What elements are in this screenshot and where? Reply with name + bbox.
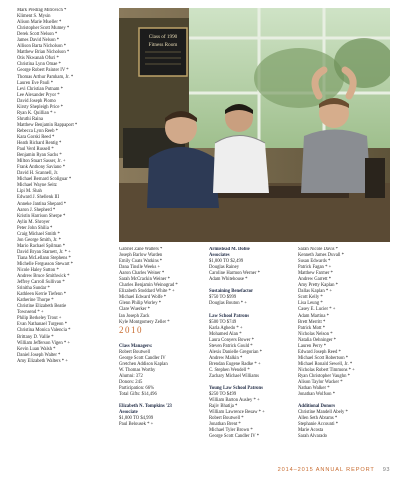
donor-name: Michael Scott Robertson *: [298, 355, 349, 361]
donor-name: Elizabeth Stoddard White * +: [119, 289, 175, 295]
donor-list-column-4: [298, 247, 390, 441]
donor-name: Christine Mandell Abely *: [298, 410, 348, 416]
sustaining-benefactor-heading: Sustaining Benefactor: [209, 289, 254, 295]
donor-name: Christina Lynn Omae *: [17, 62, 61, 68]
donor-name: Andrew Bruce Smithwick *: [17, 274, 70, 280]
class-stat: Alumni: 372: [119, 373, 143, 379]
donor-name: David Joseph Plomo: [17, 98, 56, 104]
donor-name: Ryan Christopher Vaughn *: [298, 373, 350, 379]
donor-name: Christine Elizabeth Beatie: [17, 304, 67, 310]
donor-name: Shruthi Raina: [17, 116, 43, 122]
donor-name: Ryan K. Quillian * +: [17, 110, 57, 116]
sign-title: Class of 1990: [148, 34, 178, 40]
donor-name: Srinitha Sundar *: [17, 286, 50, 292]
class-managers-heading: Class Managers:: [119, 343, 153, 349]
young-patrons-gift-range: $250 TO $499: [209, 392, 237, 398]
donor-name: Scott Kelly *: [298, 295, 323, 301]
donor-name: Alison Marie Mueller *: [17, 20, 62, 26]
donor-name: Benjamin Ryan Sachs *: [17, 153, 62, 159]
page-number: 93: [382, 467, 390, 473]
class-manager-name: W. Thomas Worthy: [119, 367, 156, 373]
tompkins-associate-heading: Elizabeth N. Tompkins '23: [119, 404, 172, 410]
donor-name: Kathleen Kerrie Tiefenn *: [17, 292, 67, 298]
donor-name: Gabriel Zane Walters *: [119, 247, 163, 252]
donor-name: Derek Scott Nelson *: [17, 32, 58, 38]
donor-name: Michael Wayne Seitz: [17, 183, 57, 189]
donor-name: Caroline Harmon Werner *: [209, 271, 260, 277]
donor-name: Craig Michael Smith *: [17, 231, 60, 237]
donor-list-column-2: [119, 247, 209, 428]
donor-name: Rajiv Bhatija *: [209, 404, 238, 410]
donor-name: Rebecca Lynn Reeb *: [17, 128, 58, 134]
donor-name: Emily Coats Watkins *: [119, 259, 163, 265]
donor-name: Philip Berkeley Trout +: [17, 316, 62, 322]
donor-name: Michael Bernard Scoliguar *: [17, 177, 72, 183]
donor-name: Mario Rachael Spilman *: [17, 243, 66, 249]
donor-name: George Scott Candler IV *: [209, 434, 260, 440]
donor-name: Christina Monica Valencia *: [17, 328, 71, 334]
donor-name: Dana Tinslle Weeks +: [119, 265, 161, 271]
tompkins-gift-range: $1,000 TO $4,999: [119, 416, 154, 422]
donor-name: Adam Martina *: [298, 313, 329, 319]
donor-name: Sarah Alvarado: [298, 434, 328, 440]
donor-name: Kyle Montgomery Zeller *: [119, 319, 170, 325]
donor-name: Kliment S. Mysin: [17, 14, 51, 20]
donor-name: Christopher Scott Mumey *: [17, 26, 70, 32]
patrons-gift-range: $500 TO $749: [209, 319, 237, 325]
donor-name: Douglas Rainey: [209, 265, 240, 271]
donor-name: Jonathan Wolfson *: [298, 392, 336, 398]
donor-name: Paul Verd Russell *: [17, 147, 54, 153]
donor-name: C. Stephen Wendell *: [209, 367, 250, 373]
donor-name: Michael Ronald Sewell, Jr. *: [298, 361, 353, 367]
sign-subtitle: Fitness Room: [148, 42, 178, 48]
donor-name: Daniel Joseph Walter *: [17, 352, 61, 358]
donor-name: George Robert Painter IV *: [17, 68, 69, 74]
donor-name: Michelle Fergusson Stewart *: [17, 261, 74, 267]
donor-name: James David Nelson *: [17, 38, 60, 44]
donor-name: Katherine Thorpe *: [17, 298, 54, 304]
donor-name: Kristin Harrison Sherpe *: [17, 213, 66, 219]
sustaining-gift-range: $750 TO $999: [209, 295, 237, 301]
donor-name: Peter John Shilia *: [17, 225, 53, 231]
donor-name: Adam Whitehouse *: [209, 277, 248, 283]
class-manager-name: Robert Boutwell: [119, 349, 151, 355]
donor-name: Jonathan Brent *: [209, 422, 241, 428]
donor-name: Brittany D. Vallie *: [17, 334, 54, 340]
donor-name: William Lawrence Besaw * +: [209, 410, 265, 416]
donor-name: Aaron Charles Weiner *: [119, 271, 165, 277]
donor-name: Patrick Fagan * +: [298, 265, 332, 271]
donor-name: Susan Edwards *: [298, 259, 331, 265]
class-manager-name: Gretchen Addison Kaplan: [119, 361, 168, 367]
students-photo: [119, 8, 390, 242]
young-patrons-heading: Young Law School Patrons: [209, 386, 263, 392]
donor-name: David H. Scannell, Jr.: [17, 171, 59, 177]
donor-name: Marie Acosta: [298, 428, 324, 434]
donor-name: Nicholas Nelson *: [298, 331, 333, 337]
donor-name: Kara Gorski Reed *: [17, 134, 55, 140]
donor-name: Mohamed Alan *: [209, 331, 242, 337]
donor-name: Amy Elizabeth Walters * +: [17, 358, 68, 364]
donor-name: Brendan Eugene Radke * +: [209, 361, 261, 367]
donor-name: Sarah McCrackin Weiner *: [119, 277, 170, 283]
donor-name: Douglas Bouton * +: [209, 301, 247, 307]
donor-name: David Bryan Starnett, Jr. * +: [17, 249, 71, 255]
class-of-1990-sign: [139, 28, 187, 76]
donor-name: Charles Benjamin Weinograd *: [119, 283, 178, 289]
dobie-associates-heading-cont: Associates: [209, 253, 230, 259]
donor-name: Tiana McLellann Stephens *: [17, 255, 71, 261]
class-manager-name: George Scott Candler IV: [119, 355, 166, 361]
additional-donors-heading: Additional Donors: [298, 404, 336, 410]
donor-name: Paul Belousek * +: [119, 422, 154, 428]
dobie-associates-heading: Armistead M. Dobie: [209, 247, 250, 252]
donor-name: Stephanie Accounti *: [298, 422, 339, 428]
donor-name: Lee Alexander Pryor *: [17, 92, 60, 98]
donor-name: Ian Joseph Zack: [119, 313, 150, 319]
donor-name: Karla Aghedo * +: [209, 325, 243, 331]
donor-name: Clare Wuerker *: [119, 307, 150, 313]
donor-name: Brett Merritt *: [298, 319, 326, 325]
donor-name: Michael Tyler Brown *: [209, 428, 253, 434]
donor-name: Edward J. Shellenk III: [17, 195, 60, 201]
donor-name: Aaron J. Shepherd *: [17, 207, 56, 213]
donor-name: Zachary Michael Williams: [209, 373, 259, 379]
donor-name: Mark Predrag Mitrovich *: [17, 8, 67, 13]
donor-name: Lisa Leung *: [298, 301, 323, 307]
donor-name: Kenneth James Duvall *: [298, 253, 344, 259]
donor-name: Laura Conyers Bower *: [209, 337, 254, 343]
donor-name: Nicole Haley Sutton *: [17, 268, 59, 274]
donor-name: Kevin Luan Walsh *: [17, 346, 56, 352]
donor-name: Heath Richard Rentig *: [17, 141, 62, 147]
donor-name: Casey E. Lucier * +: [298, 307, 336, 313]
donor-name: Townsend * +: [17, 310, 44, 316]
class-stat: Donors: 245: [119, 380, 143, 386]
donor-name: William Jefferson Vigen * +: [17, 340, 71, 346]
donor-name: William Barton Ausley * +: [209, 398, 260, 404]
donor-name: Thomas Arthur Pamham, Jr. *: [17, 74, 74, 80]
law-school-patrons-heading: Law School Patrons: [209, 313, 250, 319]
donor-name: Lipi M. Shah: [17, 189, 42, 195]
class-stat: Total Gifts: $14,496: [119, 392, 157, 398]
dobie-gift-range: $1,000 TO $2,499: [209, 259, 244, 265]
donor-name: Joseph Barlow Warden: [119, 253, 163, 259]
donor-name: Patrick Mott *: [298, 325, 326, 331]
donor-name: Evan Nathanael Turgeon *: [17, 322, 68, 328]
donor-name: Levi Christian Putnam *: [17, 86, 63, 92]
donor-name: Nicholas Robert Timmons * +: [298, 367, 355, 373]
donor-name: Matthew Benjamin Rappaport *: [17, 122, 78, 128]
donor-name: Glenn Philip Worley *: [119, 301, 162, 307]
donor-name: Alexis Danielle Gregorian *: [209, 349, 262, 355]
donor-name: Andrew Garrett *: [298, 277, 332, 283]
donor-name: Sarah Nicole Davis *: [298, 247, 338, 252]
donor-list-column-3: [209, 247, 298, 441]
donor-name: Otis Nkwanah Ofuri *: [17, 56, 59, 62]
annual-report-title: 2014–2015 ANNUAL REPORT: [277, 467, 375, 473]
donor-name: Anneke Jantina Shepard *: [17, 201, 67, 207]
donor-name: Edward Joseph Reed *: [298, 349, 341, 355]
tompkins-associate-heading-cont: Associate: [119, 410, 138, 416]
class-year-heading: 2010: [119, 325, 143, 335]
donor-name: Allen Seth Abrams *: [298, 416, 338, 422]
donor-name: Alison Taylor Wacker *: [298, 380, 343, 386]
donor-name: Allison Barta Nicholson *: [17, 44, 67, 50]
donor-name: Nathan Walker *: [298, 386, 330, 392]
donor-name: Jeffrey Carroll Sullivan *: [17, 280, 65, 286]
donor-name: Lauren Perry *: [298, 343, 327, 349]
donor-name: Frank Anthony Saviano *: [17, 165, 66, 171]
donor-name: Steven Patrick Gould *: [209, 343, 253, 349]
students-photo-illustration: [119, 8, 390, 242]
donor-name: Jon George Smith, Jr. *: [17, 237, 61, 243]
donor-name: Aylin M. Shroyer: [17, 219, 50, 225]
donor-name: Robert Boutwell *: [209, 416, 244, 422]
donor-name: Lauren Eve Pauli *: [17, 80, 54, 86]
donor-name: Amy Pretty Kaplan *: [298, 283, 338, 289]
donor-name: Milton Stuart Sasser, Jr. +: [17, 159, 66, 165]
donor-name: Matthew Farmer *: [298, 271, 333, 277]
donor-name: Kirsty Shepleigh Price *: [17, 104, 63, 110]
donor-list-column-1: [17, 8, 119, 365]
donor-name: Michael Edward Wolfe *: [119, 295, 167, 301]
donor-name: Dallas Kaplan * +: [298, 289, 333, 295]
donor-name: Natalia Oehninger *: [298, 337, 337, 343]
donor-name: Andrew Malkin *: [209, 355, 243, 361]
page-footer: [278, 467, 390, 473]
class-stat: Participation: 66%: [119, 386, 155, 392]
donor-name: Matthew Brian Nicholson *: [17, 50, 70, 56]
